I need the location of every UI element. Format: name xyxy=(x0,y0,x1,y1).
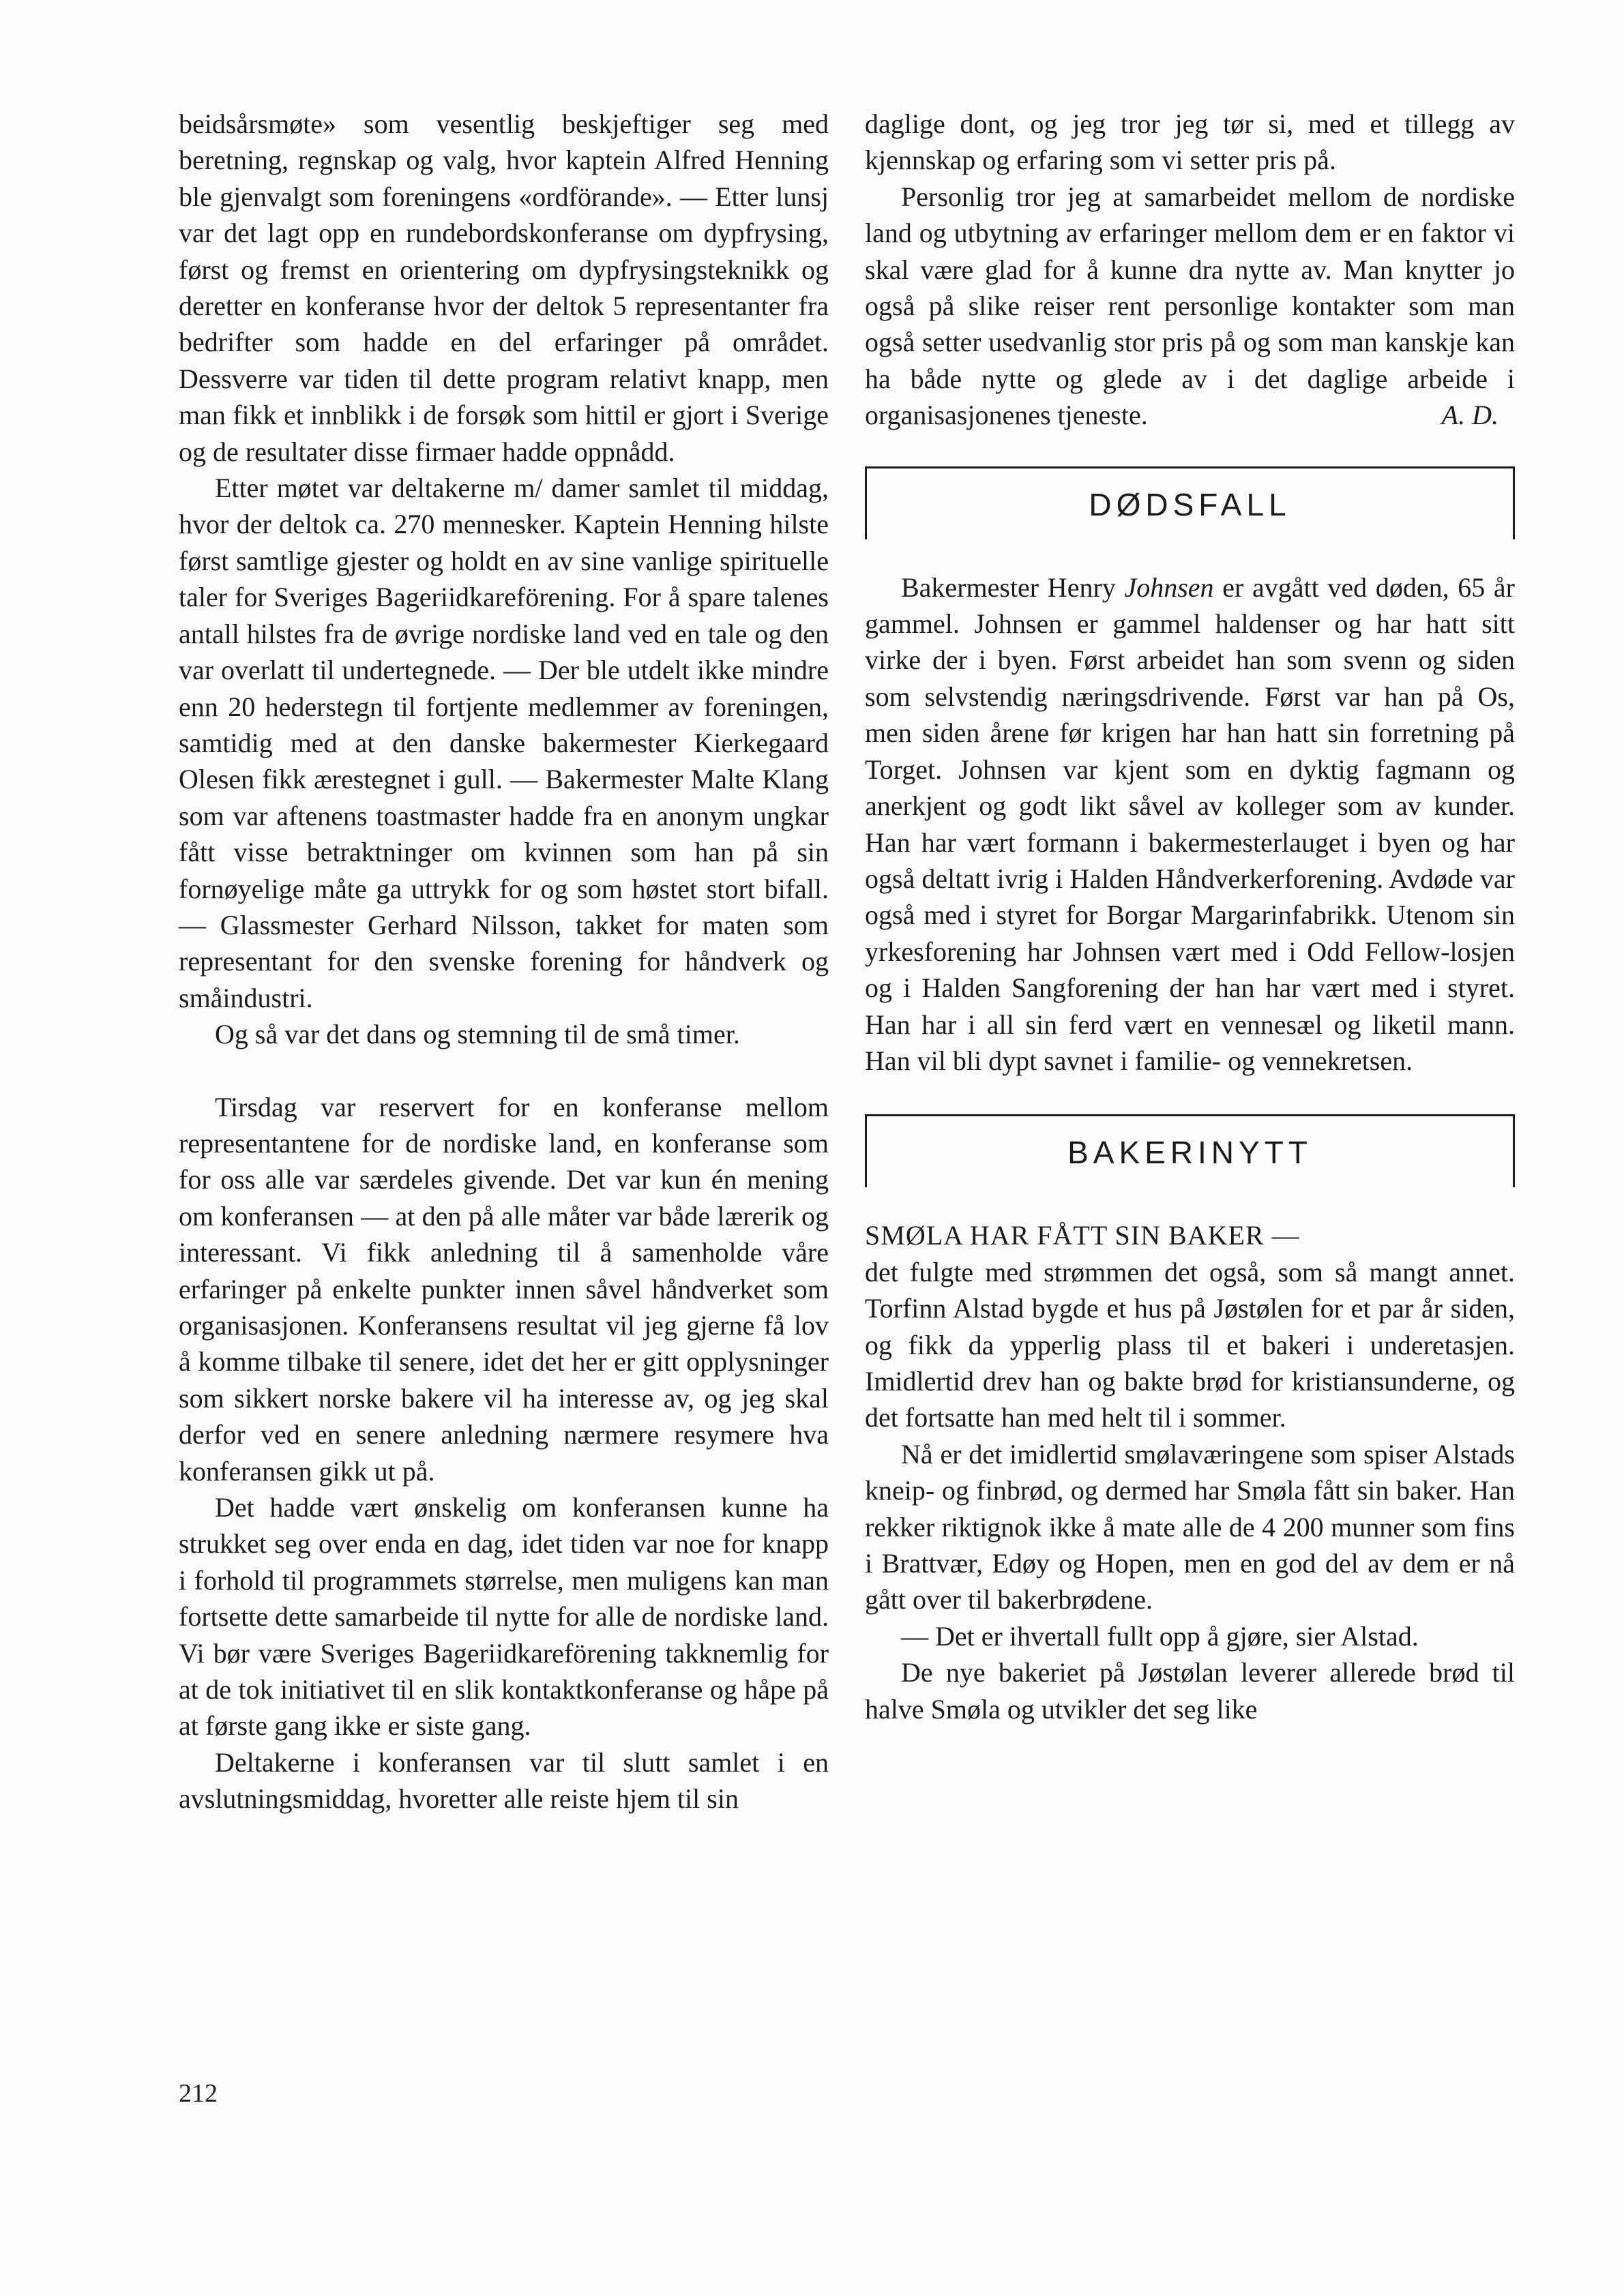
left-column xyxy=(179,106,829,1817)
paragraph-text: Personlig tror jeg at samarbeidet mellom de nordiske land og utbytning av erfaringer mellom dem er en faktor vi skal være glad for å kunne dra nytte av. Man knytter jo også på slike reiser rent personlige kontakter som man også setter usedvanlig stor pris på og som man kanskje kan ha både nytte og glede av i det daglige arbeide i organisasjonenes tjeneste. xyxy=(865,181,1515,431)
obituary-name: Johnsen xyxy=(1124,571,1214,603)
obituary-text-start: Bakermester Henry xyxy=(901,571,1125,603)
signature: A. D. xyxy=(1441,400,1498,431)
paragraph xyxy=(865,179,1515,434)
article-subheading: SMØLA HAR FÅTT SIN BAKER — xyxy=(865,1220,1300,1251)
paragraph: Nå er det imidlertid smølaværingene som spiser Alstads kneip- og finbrød, og dermed har Smøla fått sin baker. Han rekker riktignok ikke å mate alle de 4 200 munner som fins i Brattvær, Edøy og Hopen, men en god del av dem er nå gått over til bakerbrødene. xyxy=(865,1438,1515,1615)
paragraph: det fulgte med strømmen det også, som så mangt annet. Torfinn Alstad bygde et hus på Jøstølen for et par år siden, og fikk da ypperlig plass til et bakeri i underetasjen. Imidlertid drev han og bakte brød for kristiansunderne, og det fortsatte han med helt til i sommer. xyxy=(865,1256,1515,1433)
paragraph: Tirsdag var reservert for en konferanse mellom representantene for de nordiske land, en konferanse som for oss alle var særdeles givende. Det var kun én mening om konferansen — at den på alle måter var både lærerik og interessant. Vi fikk anledning til å samenholde våre erfaringer på enkelte punkter innen såvel håndverket som organisasjonen. Konferansens resultat vil jeg gjerne få lov å komme tilbake til senere, idet det her er gitt opplysninger som sikkert norske bakere vil ha interesse av, og jeg skal derfor ved en senere anledning nærmere resymere hva konferansen gikk ut på. xyxy=(179,1091,829,1487)
right-column xyxy=(865,106,1515,1727)
paragraph: beidsårsmøte» som vesentlig beskjeftiger seg med beretning, regnskap og valg, hvor kaptein Alfred Henning ble gjenvalgt som foreningens «ordförande». — Etter lunsj var det lagt opp en rundebordskonferanse om dypfrysing, først og fremst en orientering om dypfrysingsteknikk og deretter en konferanse hvor der deltok 5 representanter fra bedrifter som hadde en del erfaringer på området. Dessverre var tiden til dette program relativt knapp, men man fikk et innblikk i de forsøk som hittil er gjort i Sverige og de resultater disse firmaer hadde oppnådd. xyxy=(179,108,829,467)
section-heading-box xyxy=(865,1114,1515,1187)
paragraph: Det hadde vært ønskelig om konferansen kunne ha strukket seg over enda en dag, idet tiden var noe for knapp i forhold til programmets størrelse, men muligens kan man fortsette dette samarbeide til nytte for alle de nordiske land. Vi bør være Sveriges Bageriidkareförening takknemlig for at de tok initiativet til en slik kontaktkonferanse og håpe på at første gang ikke er siste gang. xyxy=(179,1492,829,1742)
obituary-paragraph xyxy=(865,569,1515,1079)
section-heading: DØDSFALL xyxy=(1089,486,1291,522)
paragraph: De nye bakeriet på Jøstølan leverer allerede brød til halve Smøla og utvikler det seg like xyxy=(865,1657,1515,1725)
section-heading-box xyxy=(865,466,1515,539)
paragraph: — Det er ihvertall fullt opp å gjøre, sier Alstad. xyxy=(901,1620,1419,1652)
paragraph: Og så var det dans og stemning til de små timer. xyxy=(215,1019,740,1050)
obituary-text-rest: er avgått ved døden, 65 år gammel. Johnsen er gammel haldenser og har hatt sitt virke der i byen. Først arbeidet han som svenn og siden som selvstendig næringsdrivende. Først var han på Os, men siden årene før krigen har han hatt sin forretning på Torget. Johnsen var kjent som en dyktig fagmann og anerkjent og godt likt såvel av kolleger som av kunder. Han har vært formann i bakermesterlauget i byen og har også deltatt ivrig i Halden Håndverkerforening. Avdøde var også med i styret for Borgar Margarinfabrikk. Utenom sin yrkesforening har Johnsen vært med i Odd Fellow-losjen og i Halden Sangforening der han har vært med i styret. Han har i all sin ferd vært en vennesæl og liketil mann. Han vil bli dypt savnet i familie- og vennekretsen. xyxy=(865,571,1515,1076)
paragraph: daglige dont, og jeg tror jeg tør si, med et tillegg av kjennskap og erfaring som vi setter pris på. xyxy=(865,108,1515,176)
page-number: 212 xyxy=(179,2079,218,2108)
paragraph: Deltakerne i konferansen var til slutt samlet i en avslutningsmiddag, hvoretter alle reiste hjem til sin xyxy=(179,1746,829,1815)
section-heading: BAKERINYTT xyxy=(1067,1135,1312,1171)
paragraph: Etter møtet var deltakerne m/ damer samlet til middag, hvor der deltok ca. 270 mennesker. Kaptein Henning hilste først samtlige gjester og holdt en av sine vanlige spirituelle taler for Sveriges Bageriidkareförening. For å spare talenes antall hilstes fra de øvrige nordiske land ved en tale og den var overlatt til undertegnede. — Der ble utdelt ikke mindre enn 20 hederstegn til fortjente medlemmer av foreningen, samtidig med at den danske bakermester Kierkegaard Olesen fikk ærestegnet i gull. — Bakermester Malte Klang som var aftenens toastmaster hadde fra en anonym ungkar fått visse betraktninger om kvinnen som han på sin fornøyelige måte ga uttrykk for og som høstet stort bifall. — Glassmester Gerhard Nilsson, takket for maten som representant for den svenske forening for håndverk og småindustri. xyxy=(179,473,829,1013)
